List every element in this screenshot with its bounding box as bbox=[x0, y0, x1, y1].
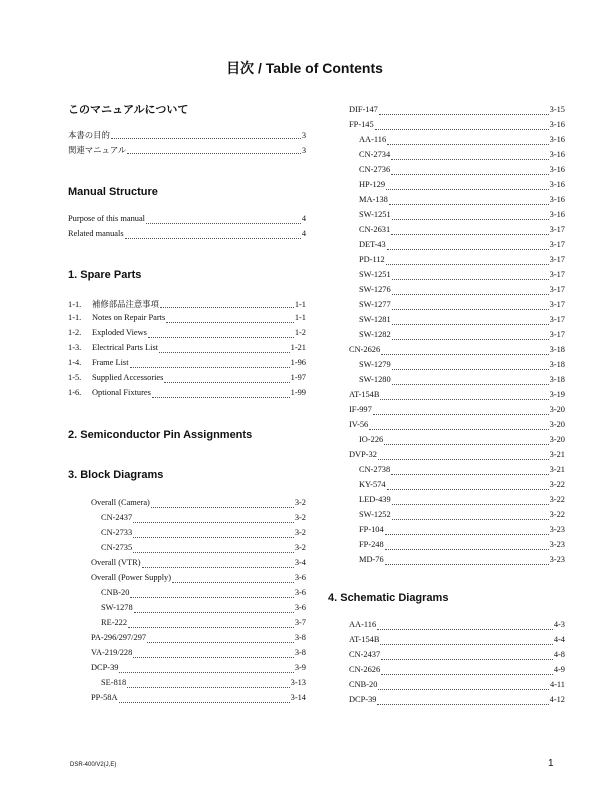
dot-leader bbox=[127, 686, 290, 688]
dot-leader bbox=[387, 248, 549, 250]
dot-leader bbox=[373, 413, 549, 415]
dot-leader bbox=[142, 566, 294, 568]
toc-entry-label: SW-1277 bbox=[359, 300, 391, 309]
toc-entry-page: 4-8 bbox=[553, 650, 565, 659]
toc-entry-page: 4-4 bbox=[553, 635, 565, 644]
toc-entry-page: 3-20 bbox=[549, 420, 565, 429]
toc-entry[interactable] bbox=[349, 180, 565, 195]
toc-entry[interactable] bbox=[91, 558, 306, 573]
dot-leader bbox=[379, 113, 549, 115]
toc-entry[interactable] bbox=[91, 498, 306, 513]
toc-entry-text: 補修部品注意事項 bbox=[92, 300, 159, 309]
toc-entry-label: SW-1282 bbox=[359, 330, 391, 339]
dot-leader bbox=[151, 506, 294, 508]
dot-leader bbox=[391, 158, 548, 160]
toc-entry[interactable] bbox=[68, 343, 306, 358]
toc-entry[interactable] bbox=[68, 298, 306, 313]
toc-entry-label: FP-145 bbox=[349, 120, 374, 129]
toc-entry-page: 1-21 bbox=[290, 343, 306, 352]
dot-leader bbox=[392, 503, 549, 505]
toc-entry[interactable] bbox=[68, 328, 306, 343]
toc-entry-label: CNB-20 bbox=[101, 588, 130, 597]
toc-entry[interactable] bbox=[68, 358, 306, 373]
toc-entry-label: CN-2736 bbox=[359, 165, 391, 174]
dot-leader bbox=[164, 381, 289, 383]
toc-entry-label: PD-112 bbox=[359, 255, 385, 264]
heading-block-diagrams: 3. Block Diagrams bbox=[68, 469, 164, 481]
toc-entry[interactable] bbox=[91, 588, 306, 603]
dot-leader bbox=[391, 173, 548, 175]
toc-entry-label: SW-1251 bbox=[359, 210, 391, 219]
toc-entry-text: Frame List bbox=[92, 358, 129, 367]
toc-entry-text: Optional Fixtures bbox=[92, 388, 151, 397]
dot-leader bbox=[148, 336, 294, 338]
toc-entry[interactable] bbox=[349, 285, 565, 300]
toc-entry-page: 3-17 bbox=[549, 240, 565, 249]
dot-leader bbox=[146, 222, 301, 224]
toc-entry-label: IF-997 bbox=[349, 405, 372, 414]
toc-entry-page: 3-17 bbox=[549, 255, 565, 264]
dot-leader bbox=[381, 353, 548, 355]
toc-entry-page: 3-20 bbox=[549, 405, 565, 414]
schematic-diagrams-list bbox=[349, 620, 565, 710]
dot-leader bbox=[392, 218, 549, 220]
toc-entry-page: 3-21 bbox=[549, 465, 565, 474]
dot-leader bbox=[380, 398, 548, 400]
toc-entry[interactable] bbox=[68, 373, 306, 388]
toc-entry-page: 1-97 bbox=[290, 373, 306, 382]
toc-entry-label: PA-296/297/297 bbox=[91, 633, 147, 642]
toc-entry-page: 3-22 bbox=[549, 495, 565, 504]
toc-entry-page: 3-22 bbox=[549, 510, 565, 519]
dot-leader bbox=[392, 293, 549, 295]
dot-leader bbox=[391, 233, 548, 235]
dot-leader bbox=[392, 518, 549, 520]
dot-leader bbox=[392, 308, 549, 310]
toc-entry-label: LED-439 bbox=[359, 495, 391, 504]
dot-leader bbox=[125, 237, 301, 239]
toc-entry-page: 4 bbox=[301, 229, 306, 238]
toc-entry-label: CN-2626 bbox=[349, 665, 381, 674]
toc-entry[interactable] bbox=[349, 105, 565, 120]
toc-entry-page: 3-14 bbox=[290, 693, 306, 702]
toc-entry[interactable] bbox=[68, 144, 306, 159]
toc-entry-number: 1-5. bbox=[68, 373, 82, 382]
toc-entry-label: DET-43 bbox=[359, 240, 386, 249]
dot-leader bbox=[392, 338, 549, 340]
footer-model: DSR-400/V2(J,E) bbox=[70, 762, 117, 768]
toc-entry[interactable] bbox=[349, 150, 565, 165]
toc-entry-page: 3-13 bbox=[290, 678, 306, 687]
toc-entry[interactable] bbox=[349, 665, 565, 680]
heading-schematic-diagrams: 4. Schematic Diagrams bbox=[328, 592, 449, 604]
toc-entry-label: SW-1252 bbox=[359, 510, 391, 519]
toc-entry-label: RE-222 bbox=[101, 618, 128, 627]
toc-entry-label: 本書の目的 bbox=[68, 131, 110, 140]
dot-leader bbox=[387, 143, 549, 145]
dot-leader bbox=[128, 626, 294, 628]
toc-entry-label bbox=[68, 298, 159, 310]
toc-entry-page: 3-23 bbox=[549, 555, 565, 564]
toc-entry[interactable] bbox=[91, 663, 306, 678]
toc-entry-page: 3-16 bbox=[549, 180, 565, 189]
toc-entry-label: Related manuals bbox=[68, 229, 124, 238]
dot-leader bbox=[172, 581, 294, 583]
toc-entry-label: SW-1278 bbox=[101, 603, 133, 612]
toc-entry-page: 3-8 bbox=[294, 648, 306, 657]
toc-entry-page: 3-6 bbox=[294, 588, 306, 597]
toc-entry[interactable] bbox=[349, 270, 565, 285]
toc-entry[interactable] bbox=[349, 390, 565, 405]
manual-structure-list bbox=[68, 214, 306, 244]
dot-leader bbox=[111, 137, 301, 139]
toc-entry-page: 4-9 bbox=[553, 665, 565, 674]
toc-entry-text: Notes on Repair Parts bbox=[92, 313, 166, 322]
toc-entry[interactable] bbox=[349, 120, 565, 135]
toc-entry-page: 3-2 bbox=[294, 498, 306, 507]
dot-leader bbox=[152, 396, 290, 398]
toc-entry[interactable] bbox=[349, 525, 565, 540]
toc-entry[interactable] bbox=[349, 375, 565, 390]
dot-leader bbox=[133, 521, 294, 523]
toc-entry-page: 3-6 bbox=[294, 573, 306, 582]
toc-entry-page: 3-16 bbox=[549, 120, 565, 129]
toc-entry-label: SW-1280 bbox=[359, 375, 391, 384]
toc-entry-label: DVP-32 bbox=[349, 450, 377, 459]
toc-entry-label: IV-56 bbox=[349, 420, 369, 429]
toc-entry-page: 3-8 bbox=[294, 633, 306, 642]
toc-entry-label bbox=[68, 388, 151, 397]
toc-entry-label bbox=[68, 328, 147, 337]
toc-entry[interactable] bbox=[349, 680, 565, 695]
toc-entry-label: VA-219/228 bbox=[91, 648, 133, 657]
toc-entry-label: FP-104 bbox=[359, 525, 384, 534]
toc-entry-label: DIF-147 bbox=[349, 105, 378, 114]
toc-entry[interactable] bbox=[91, 633, 306, 648]
toc-entry-label: SW-1276 bbox=[359, 285, 391, 294]
toc-entry-page: 3-17 bbox=[549, 270, 565, 279]
dot-leader bbox=[392, 368, 549, 370]
about-manual-list bbox=[68, 129, 306, 159]
toc-entry-text: Exploded Views bbox=[92, 328, 147, 337]
toc-entry-label: MA-138 bbox=[359, 195, 388, 204]
toc-entry[interactable] bbox=[349, 420, 565, 435]
toc-entry[interactable] bbox=[349, 225, 565, 240]
heading-manual-structure: Manual Structure bbox=[68, 186, 158, 198]
dot-leader bbox=[378, 688, 549, 690]
dot-leader bbox=[127, 152, 301, 154]
toc-entry-page: 3-21 bbox=[549, 450, 565, 459]
toc-entry-page: 4 bbox=[301, 214, 306, 223]
spare-parts-list bbox=[68, 298, 306, 403]
dot-leader bbox=[386, 188, 549, 190]
toc-entry-label: AA-116 bbox=[349, 620, 377, 629]
toc-entry-page: 3-2 bbox=[294, 528, 306, 537]
toc-entry-page: 3-6 bbox=[294, 603, 306, 612]
toc-entry[interactable] bbox=[349, 465, 565, 480]
dot-leader bbox=[381, 658, 553, 660]
dot-leader bbox=[159, 351, 290, 353]
toc-entry-label: Overall (VTR) bbox=[91, 558, 141, 567]
toc-entry-page: 4-11 bbox=[549, 680, 565, 689]
dot-leader bbox=[389, 203, 549, 205]
toc-entry-label: FP-248 bbox=[359, 540, 384, 549]
dot-leader bbox=[133, 536, 294, 538]
toc-entry[interactable] bbox=[91, 603, 306, 618]
toc-entry-label: CN-2437 bbox=[349, 650, 381, 659]
toc-entry-page: 3-7 bbox=[294, 618, 306, 627]
toc-entry-label: AT-154B bbox=[349, 390, 380, 399]
toc-entry-label: 関連マニュアル bbox=[68, 146, 127, 155]
dot-leader bbox=[134, 611, 294, 613]
toc-entry[interactable] bbox=[68, 313, 306, 328]
toc-entry-label: AT-154B bbox=[349, 635, 380, 644]
toc-entry-label: CN-2735 bbox=[101, 543, 133, 552]
toc-entry-label: DCP-39 bbox=[349, 695, 377, 704]
dot-leader bbox=[381, 673, 553, 675]
toc-entry[interactable] bbox=[349, 330, 565, 345]
toc-entry-page: 3-17 bbox=[549, 330, 565, 339]
toc-entry-label: CN-2437 bbox=[101, 513, 133, 522]
toc-entry[interactable] bbox=[91, 573, 306, 588]
toc-entry-label: KY-574 bbox=[359, 480, 386, 489]
footer-page-number: 1 bbox=[548, 758, 554, 769]
page-title: 目次 / Table of Contents bbox=[226, 60, 383, 76]
toc-entry[interactable] bbox=[349, 240, 565, 255]
dot-leader bbox=[377, 628, 553, 630]
dot-leader bbox=[384, 443, 548, 445]
toc-entry-label bbox=[68, 343, 158, 352]
toc-entry-page: 3-23 bbox=[549, 540, 565, 549]
toc-entry-label: PP-58A bbox=[91, 693, 118, 702]
toc-entry[interactable] bbox=[349, 650, 565, 665]
toc-entry-label: IO-226 bbox=[359, 435, 384, 444]
heading-spare-parts: 1. Spare Parts bbox=[68, 269, 142, 281]
toc-entry-page: 3-2 bbox=[294, 513, 306, 522]
dot-leader bbox=[377, 703, 548, 705]
toc-entry[interactable] bbox=[68, 388, 306, 403]
dot-leader bbox=[385, 548, 549, 550]
toc-entry-label: SW-1279 bbox=[359, 360, 391, 369]
toc-entry[interactable] bbox=[349, 315, 565, 330]
toc-entry[interactable] bbox=[91, 528, 306, 543]
toc-entry[interactable] bbox=[349, 300, 565, 315]
toc-entry-text: Electrical Parts List bbox=[92, 343, 159, 352]
toc-entry[interactable] bbox=[349, 255, 565, 270]
dot-leader bbox=[130, 366, 290, 368]
toc-entry[interactable] bbox=[349, 695, 565, 710]
toc-entry-number: 1-4. bbox=[68, 358, 82, 367]
toc-entry-number: 1-1. bbox=[68, 300, 82, 309]
toc-entry-page: 3-17 bbox=[549, 225, 565, 234]
toc-entry-page: 3-15 bbox=[549, 105, 565, 114]
toc-entry-page: 3-4 bbox=[294, 558, 306, 567]
toc-entry[interactable] bbox=[349, 495, 565, 510]
block-diagrams-list bbox=[91, 498, 306, 708]
dot-leader bbox=[391, 473, 548, 475]
toc-entry-page: 3-16 bbox=[549, 150, 565, 159]
toc-entry[interactable] bbox=[349, 345, 565, 360]
toc-entry-page: 3-17 bbox=[549, 315, 565, 324]
dot-leader bbox=[133, 551, 294, 553]
toc-entry-page: 1-96 bbox=[290, 358, 306, 367]
dot-leader bbox=[378, 458, 549, 460]
toc-entry-page: 3-18 bbox=[549, 360, 565, 369]
toc-entry[interactable] bbox=[68, 229, 306, 244]
toc-entry-label: Overall (Power Supply) bbox=[91, 573, 172, 582]
toc-entry-page: 3-19 bbox=[549, 390, 565, 399]
toc-entry[interactable] bbox=[349, 635, 565, 650]
toc-entry-page: 3-9 bbox=[294, 663, 306, 672]
toc-entry[interactable] bbox=[91, 618, 306, 633]
block-diagrams-continued-list bbox=[349, 105, 565, 570]
dot-leader bbox=[369, 428, 548, 430]
toc-entry-number: 1-3. bbox=[68, 343, 82, 352]
toc-entry[interactable] bbox=[349, 360, 565, 375]
dot-leader bbox=[166, 321, 294, 323]
toc-entry-page: 3-20 bbox=[549, 435, 565, 444]
toc-entry[interactable] bbox=[349, 195, 565, 210]
toc-entry-page: 3-16 bbox=[549, 210, 565, 219]
toc-entry-page: 3-17 bbox=[549, 285, 565, 294]
toc-entry-label: HP-129 bbox=[359, 180, 386, 189]
toc-entry-label: CN-2734 bbox=[359, 150, 391, 159]
dot-leader bbox=[160, 306, 294, 308]
toc-entry-label: Overall (Camera) bbox=[91, 498, 150, 507]
dot-leader bbox=[147, 641, 294, 643]
heading-semiconductor: 2. Semiconductor Pin Assignments bbox=[68, 429, 253, 441]
toc-entry[interactable] bbox=[349, 405, 565, 420]
toc-entry[interactable] bbox=[349, 480, 565, 495]
dot-leader bbox=[386, 263, 549, 265]
toc-entry-number: 1-2. bbox=[68, 328, 82, 337]
toc-entry-label: SW-1251 bbox=[359, 270, 391, 279]
toc-entry-label: MD-76 bbox=[359, 555, 384, 564]
toc-entry-page: 3-17 bbox=[549, 300, 565, 309]
dot-leader bbox=[380, 643, 552, 645]
dot-leader bbox=[385, 533, 549, 535]
toc-entry-page: 3 bbox=[301, 131, 306, 140]
toc-entry[interactable] bbox=[349, 555, 565, 570]
heading-about-manual: このマニュアルについて bbox=[68, 104, 189, 116]
toc-entry-page: 1-2 bbox=[294, 328, 306, 337]
toc-entry-label bbox=[68, 358, 129, 367]
dot-leader bbox=[387, 488, 549, 490]
toc-entry[interactable] bbox=[68, 214, 306, 229]
toc-entry[interactable] bbox=[68, 129, 306, 144]
toc-entry-label: CN-2626 bbox=[349, 345, 381, 354]
toc-entry[interactable] bbox=[91, 693, 306, 708]
toc-entry-label: DCP-39 bbox=[91, 663, 119, 672]
toc-entry-page: 3 bbox=[301, 146, 306, 155]
toc-entry[interactable] bbox=[91, 543, 306, 558]
toc-entry-page: 3-18 bbox=[549, 345, 565, 354]
toc-entry[interactable] bbox=[349, 135, 565, 150]
toc-entry[interactable] bbox=[349, 510, 565, 525]
toc-entry-page: 1-1 bbox=[294, 300, 306, 309]
dot-leader bbox=[119, 671, 293, 673]
toc-entry-page: 1-1 bbox=[294, 313, 306, 322]
dot-leader bbox=[119, 701, 290, 703]
dot-leader bbox=[130, 596, 293, 598]
dot-leader bbox=[133, 656, 294, 658]
toc-entry-label bbox=[68, 373, 163, 382]
toc-entry[interactable] bbox=[349, 540, 565, 555]
dot-leader bbox=[392, 278, 549, 280]
toc-entry[interactable] bbox=[349, 165, 565, 180]
toc-entry[interactable] bbox=[349, 620, 565, 635]
toc-entry-number: 1-1. bbox=[68, 313, 82, 322]
toc-entry-page: 4-3 bbox=[553, 620, 565, 629]
toc-entry-page: 1-99 bbox=[290, 388, 306, 397]
toc-entry-label: CN-2631 bbox=[359, 225, 391, 234]
toc-entry[interactable] bbox=[91, 648, 306, 663]
dot-leader bbox=[392, 323, 549, 325]
toc-entry[interactable] bbox=[349, 450, 565, 465]
toc-entry-page: 3-16 bbox=[549, 135, 565, 144]
toc-entry-label: Purpose of this manual bbox=[68, 214, 145, 223]
toc-entry-page: 3-16 bbox=[549, 195, 565, 204]
toc-entry-label: AA-116 bbox=[359, 135, 387, 144]
toc-entry[interactable] bbox=[349, 435, 565, 450]
dot-leader bbox=[375, 128, 549, 130]
toc-entry-number: 1-6. bbox=[68, 388, 82, 397]
toc-entry[interactable] bbox=[91, 513, 306, 528]
toc-entry-label: SW-1281 bbox=[359, 315, 391, 324]
toc-entry-label: CNB-20 bbox=[349, 680, 378, 689]
toc-entry-label: CN-2738 bbox=[359, 465, 391, 474]
dot-leader bbox=[392, 383, 549, 385]
toc-entry[interactable] bbox=[91, 678, 306, 693]
toc-entry-page: 3-16 bbox=[549, 165, 565, 174]
toc-entry-label: CN-2733 bbox=[101, 528, 133, 537]
toc-entry[interactable] bbox=[349, 210, 565, 225]
dot-leader bbox=[385, 563, 549, 565]
toc-entry-page: 3-22 bbox=[549, 480, 565, 489]
toc-entry-label: SE-818 bbox=[101, 678, 127, 687]
toc-entry-page: 3-18 bbox=[549, 375, 565, 384]
toc-entry-page: 3-23 bbox=[549, 525, 565, 534]
toc-entry-label bbox=[68, 313, 165, 322]
toc-entry-text: Supplied Accessories bbox=[92, 373, 164, 382]
toc-entry-page: 4-12 bbox=[549, 695, 565, 704]
toc-entry-page: 3-2 bbox=[294, 543, 306, 552]
